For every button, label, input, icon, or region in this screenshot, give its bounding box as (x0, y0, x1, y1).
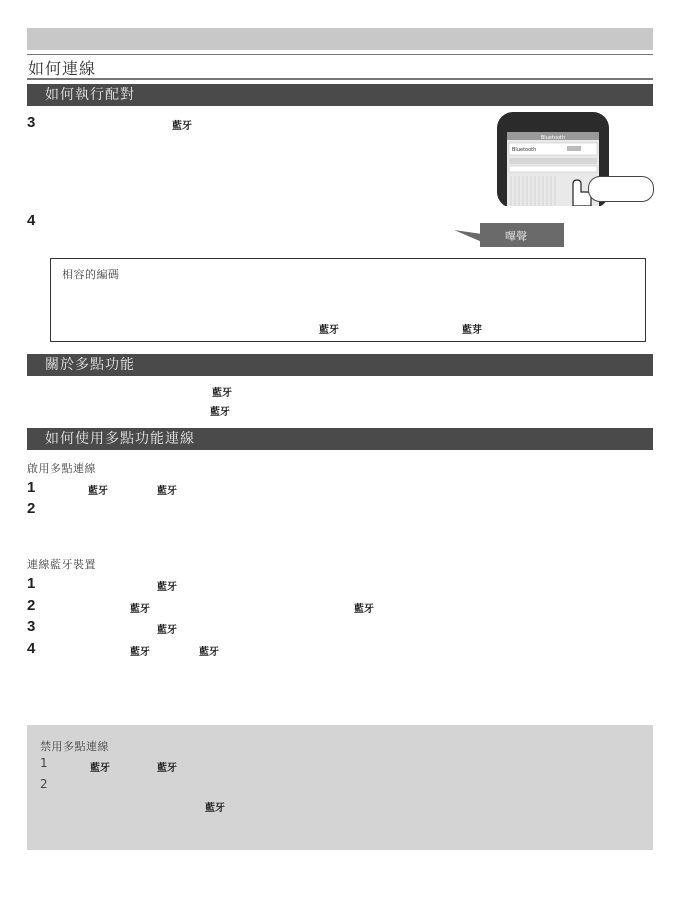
connect-step-3-number: 3 (27, 618, 36, 635)
title-rule-top (27, 54, 653, 55)
note-keyword-2: 藍芽 (462, 325, 482, 336)
section-header-multipoint: 關於多點功能 (27, 354, 653, 376)
disable-multipoint-box (27, 725, 653, 850)
beep-label: 嗶聲 (505, 230, 527, 243)
disable-multipoint-title: 禁用多點連線 (40, 740, 109, 753)
disable-step-2-number: 2 (40, 777, 48, 791)
note-title: 相容的編碼 (62, 268, 120, 281)
connect-step-2-number: 2 (27, 597, 36, 614)
connect-step-2-keyword-2: 藍牙 (354, 604, 374, 615)
connect-step-4-number: 4 (27, 640, 36, 657)
disable-step-1-number: 1 (40, 756, 48, 770)
connect-step-4-keyword-2: 藍牙 (199, 647, 219, 658)
compatible-codec-note (50, 258, 646, 342)
section-header-pairing: 如何執行配對 (27, 84, 653, 106)
disable-step-1-keyword-2: 藍牙 (157, 763, 177, 774)
disable-step-2-keyword: 藍牙 (205, 803, 225, 814)
enable-step-1-keyword-1: 藍牙 (88, 486, 108, 497)
section-header-usage: 如何使用多點功能連線 (27, 428, 653, 450)
connect-step-4-keyword-1: 藍牙 (130, 647, 150, 658)
connect-step-1-number: 1 (27, 575, 36, 592)
connect-step-2-keyword-1: 藍牙 (130, 604, 150, 615)
connect-step-3-keyword: 藍牙 (157, 625, 177, 636)
step-3-number: 3 (27, 114, 36, 131)
note-keyword-1: 藍牙 (319, 325, 339, 336)
top-header-strip (27, 28, 653, 50)
step-4-number: 4 (27, 212, 36, 229)
enable-step-1-keyword-2: 藍牙 (157, 486, 177, 497)
enable-step-1-number: 1 (27, 479, 36, 496)
connect-step-1-keyword: 藍牙 (157, 582, 177, 593)
enable-multipoint-title: 啟用多點連線 (27, 462, 96, 475)
phone-screen-title: Bluetooth (540, 135, 566, 141)
connect-device-title: 連線藍牙裝置 (27, 558, 96, 571)
title-rule-bottom (27, 78, 653, 80)
enable-step-2-number: 2 (27, 500, 36, 517)
step-3-keyword: 藍牙 (172, 121, 192, 132)
multipoint-keyword-1: 藍牙 (212, 388, 232, 399)
multipoint-keyword-2: 藍牙 (210, 407, 230, 418)
page-title: 如何連線 (28, 59, 97, 78)
phone-bluetooth-row-label: Bluetooth (512, 147, 537, 153)
callout-bubble (588, 176, 654, 202)
disable-step-1-keyword-1: 藍牙 (90, 763, 110, 774)
